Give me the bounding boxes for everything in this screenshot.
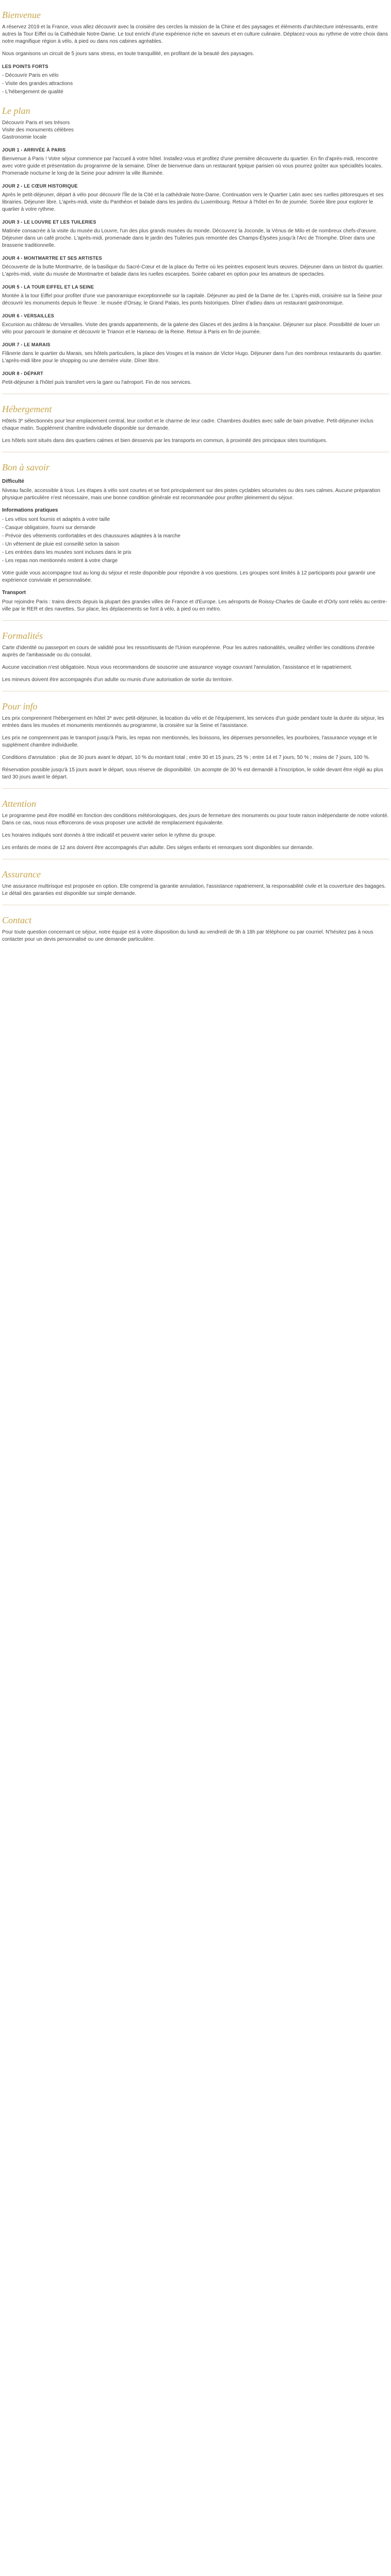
- info-list-item-2: - Casque obligatoire, fourni sur demande: [2, 525, 96, 531]
- section-title-contact: Contact: [2, 915, 31, 925]
- contact-paragraph: Pour toute question concernant ce séjour, notre équipe est à votre disposition du lundi au vendredi de 9h à 18h par téléphone ou par courriel. N'hésitez pas à nous contacter pour un devis personnalisé ou une demande particulière.: [2, 929, 373, 942]
- pour-info-paragraph-4: Réservation possible jusqu'à 15 jours avant le départ, sous réserve de disponibilité. Un acompte de 30 % est demandé à l'inscription, le solde devant être réglé au plus tard 30 jours avant le départ.: [2, 767, 383, 780]
- info-list-item-3: - Prévoir des vêtements confortables et des chaussures adaptées à la marche: [2, 533, 181, 539]
- points-forts-item-2: - Visite des grandes attractions: [2, 81, 73, 87]
- formalites-section: [0, 630, 391, 684]
- points-forts-title: LES POINTS FORTS: [2, 64, 48, 69]
- section-title-bon-a-savoir: Bon à savoir: [2, 462, 50, 472]
- day-text-3: Matinée consacrée à la visite du musée du Louvre, l'un des plus grands musées du monde. Découvrez la Joconde, la Vénus de Milo et de nombreux chefs-d'œuvre. Déjeuner dans un café proche. L'après-midi, promenade dans le jardin des Tuileries puis remontée des Champs-Élysées jusqu'à l'Arc de Triomphe. Dîner dans une brasserie traditionnelle.: [2, 228, 378, 248]
- bienvenue-paragraph-2: Nous organisons un circuit de 5 jours sans stress, en toute tranquillité, en profitant de la beauté des paysages.: [2, 51, 254, 57]
- subsection-title-difficulte: Difficulté: [2, 479, 24, 484]
- divider: [2, 788, 389, 789]
- points-forts-item-1: - Découvrir Paris en vélo: [2, 73, 59, 78]
- attention-paragraph-3: Les enfants de moins de 12 ans doivent être accompagnés d'un adulte. Des sièges enfants et remorques sont disponibles sur demande.: [2, 845, 314, 851]
- subsection-title-transport: Transport: [2, 590, 26, 596]
- attention-section: [0, 798, 391, 852]
- page-content: [0, 9, 391, 990]
- day-text-5: Montée à la tour Eiffel pour profiter d'une vue panoramique exceptionnelle sur la capitale. Déjeuner au pied de la Dame de fer. L'après-midi, croisière sur la Seine pour découvrir les monuments depuis le fleuve : le musée d'Orsay, le Grand Palais, les ponts historiques. Dîner d'adieu dans un restaurant gastronomique.: [2, 293, 382, 306]
- day-title-3: JOUR 3 - LE LOUVRE ET LES TUILERIES: [2, 219, 96, 225]
- guide-paragraph: Votre guide vous accompagne tout au long du séjour et reste disponible pour répondre à vos questions. Les groupes sont limités à 12 participants pour garantir une expérience conviviale et personnalisée.: [2, 570, 376, 583]
- pour-info-paragraph-2: Les prix ne comprennent pas le transport jusqu'à Paris, les repas non mentionnés, les boissons, les dépenses personnelles, les pourboires, l'assurance voyage et le supplément chambre individuelle.: [2, 735, 378, 748]
- day-title-5: JOUR 5 - LA TOUR EIFFEL ET LA SEINE: [2, 284, 94, 290]
- points-forts-section: [0, 63, 391, 96]
- day-title-6: JOUR 6 - VERSAILLES: [2, 313, 54, 318]
- difficulte-paragraph: Niveau facile, accessible à tous. Les étapes à vélo sont courtes et se font principalement sur des pistes cyclables sécurisées ou des rues calmes. Aucune préparation physique particulière n'est nécessaire, mais une bonne condition générale est recommandée pour profiter pleinement du séjour.: [2, 488, 381, 501]
- day-text-8: Petit-déjeuner à l'hôtel puis transfert vers la gare ou l'aéroport. Fin de nos services.: [2, 380, 192, 385]
- hebergement-section: [0, 403, 391, 445]
- section-title-formalites: Formalités: [2, 631, 43, 641]
- info-list-item-1: - Les vélos sont fournis et adaptés à votre taille: [2, 517, 110, 522]
- info-list-item-4: - Un vêtement de pluie est conseillé selon la saison: [2, 541, 120, 547]
- day-title-4: JOUR 4 - MONTMARTRE ET SES ARTISTES: [2, 256, 102, 261]
- section-title-bienvenue: Bienvenue: [2, 10, 41, 20]
- divider: [2, 620, 389, 621]
- hebergement-paragraph-1: Hôtels 3* sélectionnés pour leur emplacement central, leur confort et le charme de leur cadre. Chambres doubles avec salle de bain privative. Petit-déjeuner inclus chaque matin. Supplément chambre individuelle disponible sur demande.: [2, 418, 373, 431]
- day-text-2: Après le petit-déjeuner, départ à vélo pour découvrir l'Île de la Cité et la cathédrale Notre-Dame. Continuation vers le Quartier Latin avec ses ruelles pittoresques et ses librairies. Déjeuner libre. L'après-midi, visite du Panthéon et balade dans les jardins du Luxembourg. Retour à l'hôtel en fin de journée. Soirée libre pour explorer le quartier à votre rythme.: [2, 192, 384, 212]
- attention-paragraph-1: Le programme peut être modifié en fonction des conditions météorologiques, des jours de fermeture des monuments ou pour toute raison indépendante de notre volonté. Dans ce cas, nous nous efforcerons de vous proposer une activité de remplacement équivalente.: [2, 813, 389, 826]
- bienvenue-paragraph-1: A réservez 2019 et la France, vous allez découvrir avec la croisière des cercles la mission de la Chine et des paysages et éléments d'architecture intéressants, entre autres la Tour Eiffel ou la Cathédrale Notre-Dame. Le tout enrichi d'une expérience riche en saveurs et en culture culinaire. Déplacez-vous au rythme de votre choix dans notre magnifique région à vélo, à pied ou dans nos cabines agréables.: [2, 24, 388, 44]
- bon-a-savoir-section: [0, 462, 391, 613]
- info-list-item-6: - Les repas non mentionnés restent à votre charge: [2, 558, 118, 564]
- transport-paragraph: Pour rejoindre Paris : trains directs depuis la plupart des grandes villes de France et d'Europe. Les aéroports de Roissy-Charles de Gaulle et d'Orly sont reliés au centre-ville par le RER et des navettes. Sur place, les déplacements se font à vélo, à pied ou en métro.: [2, 599, 387, 612]
- bienvenue-section: [0, 9, 391, 58]
- assurance-section: [0, 869, 391, 897]
- day-title-7: JOUR 7 - LE MARAIS: [2, 342, 51, 347]
- info-list-item-5: - Les entrées dans les musées sont incluses dans le prix: [2, 550, 132, 555]
- hebergement-paragraph-2: Les hôtels sont situés dans des quartiers calmes et bien desservis par les transports en commun, à proximité des principaux sites touristiques.: [2, 438, 328, 444]
- section-title-pour-info: Pour info: [2, 701, 38, 711]
- pour-info-paragraph-1: Les prix comprennent l'hébergement en hôtel 3* avec petit-déjeuner, la location du vélo et de l'équipement, les services d'un guide pendant toute la durée du séjour, les entrées dans les musées et monuments mentionnés au programme, la croisière sur la Seine et l'assistance.: [2, 716, 384, 728]
- attention-paragraph-2: Les horaires indiqués sont donnés à titre indicatif et peuvent varier selon le rythme du groupe.: [2, 833, 217, 838]
- section-title-programme: Le plan: [2, 106, 30, 116]
- section-title-assurance: Assurance: [2, 869, 41, 879]
- pour-info-paragraph-3: Conditions d'annulation : plus de 30 jours avant le départ, 10 % du montant total ; entre 30 et 15 jours, 25 % ; entre 14 et 7 jours, 50 % ; moins de 7 jours, 100 %.: [2, 755, 370, 760]
- day-title-1: JOUR 1 - ARRIVÉE À PARIS: [2, 147, 66, 152]
- points-forts-item-3: - L'hébergement de qualité: [2, 89, 63, 95]
- day-title-8: JOUR 8 - DÉPART: [2, 371, 43, 376]
- formalites-paragraph-3: Les mineurs doivent être accompagnés d'un adulte ou munis d'une autorisation de sortie du territoire.: [2, 677, 233, 683]
- day-text-4: Découverte de la butte Montmartre, de la basilique du Sacré-Cœur et de la place du Tertre où les peintres exposent leurs œuvres. Déjeuner dans un bistrot du quartier. L'après-midi, visite du musée de Montmartre et balade dans les ruelles escarpées. Soirée cabaret en option pour les amateurs de spectacles.: [2, 264, 384, 277]
- assurance-paragraph: Une assurance multirisque est proposée en option. Elle comprend la garantie annulation, l'assistance rapatriement, la responsabilité civile et la couverture des bagages. Le détail des garanties est disponible sur simple demande.: [2, 884, 386, 896]
- formalites-paragraph-2: Aucune vaccination n'est obligatoire. Nous vous recommandons de souscrire une assurance voyage couvrant l'annulation, l'assistance et le rapatriement.: [2, 665, 352, 670]
- formalites-paragraph-1: Carte d'identité ou passeport en cours de validité pour les ressortissants de l'Union européenne. Pour les autres nationalités, veuillez vérifier les conditions d'entrée auprès de l'ambassade ou du consulat.: [2, 645, 375, 658]
- day-text-1: Bienvenue à Paris ! Votre séjour commence par l'accueil à votre hôtel. Installez-vous et profitez d'une première découverte du quartier. En fin d'après-midi, rencontre avec votre guide et présentation du programme de la semaine. Dîner de bienvenue dans un restaurant typique parisien où vous pourrez goûter aux spécialités locales. Promenade nocturne le long de la Seine pour admirer la ville illuminée.: [2, 156, 383, 176]
- programme-section: [0, 105, 391, 386]
- pour-info-section: [0, 701, 391, 781]
- programme-intro: Découvrir Paris et ses trésors Visite des monuments célèbres Gastronomie locale: [2, 120, 74, 140]
- section-title-hebergement: Hébergement: [2, 404, 52, 414]
- day-title-2: JOUR 2 - LE CŒUR HISTORIQUE: [2, 183, 78, 189]
- day-text-7: Flânerie dans le quartier du Marais, ses hôtels particuliers, la place des Vosges et la maison de Victor Hugo. Déjeuner dans l'un des nombreux restaurants du quartier. L'après-midi libre pour le shopping ou une dernière visite. Dîner libre.: [2, 351, 382, 364]
- contact-section: [0, 914, 391, 943]
- section-title-attention: Attention: [2, 799, 36, 809]
- bottom-spacer: [0, 948, 391, 990]
- day-text-6: Excursion au château de Versailles. Visite des grands appartements, de la galerie des Glaces et des jardins à la française. Déjeuner sur place. Possibilité de louer un vélo pour parcourir le domaine et découvrir le Trianon et le Hameau de la Reine. Retour à Paris en fin de journée.: [2, 322, 380, 335]
- subsection-title-infos-pratiques: Informations pratiques: [2, 507, 58, 513]
